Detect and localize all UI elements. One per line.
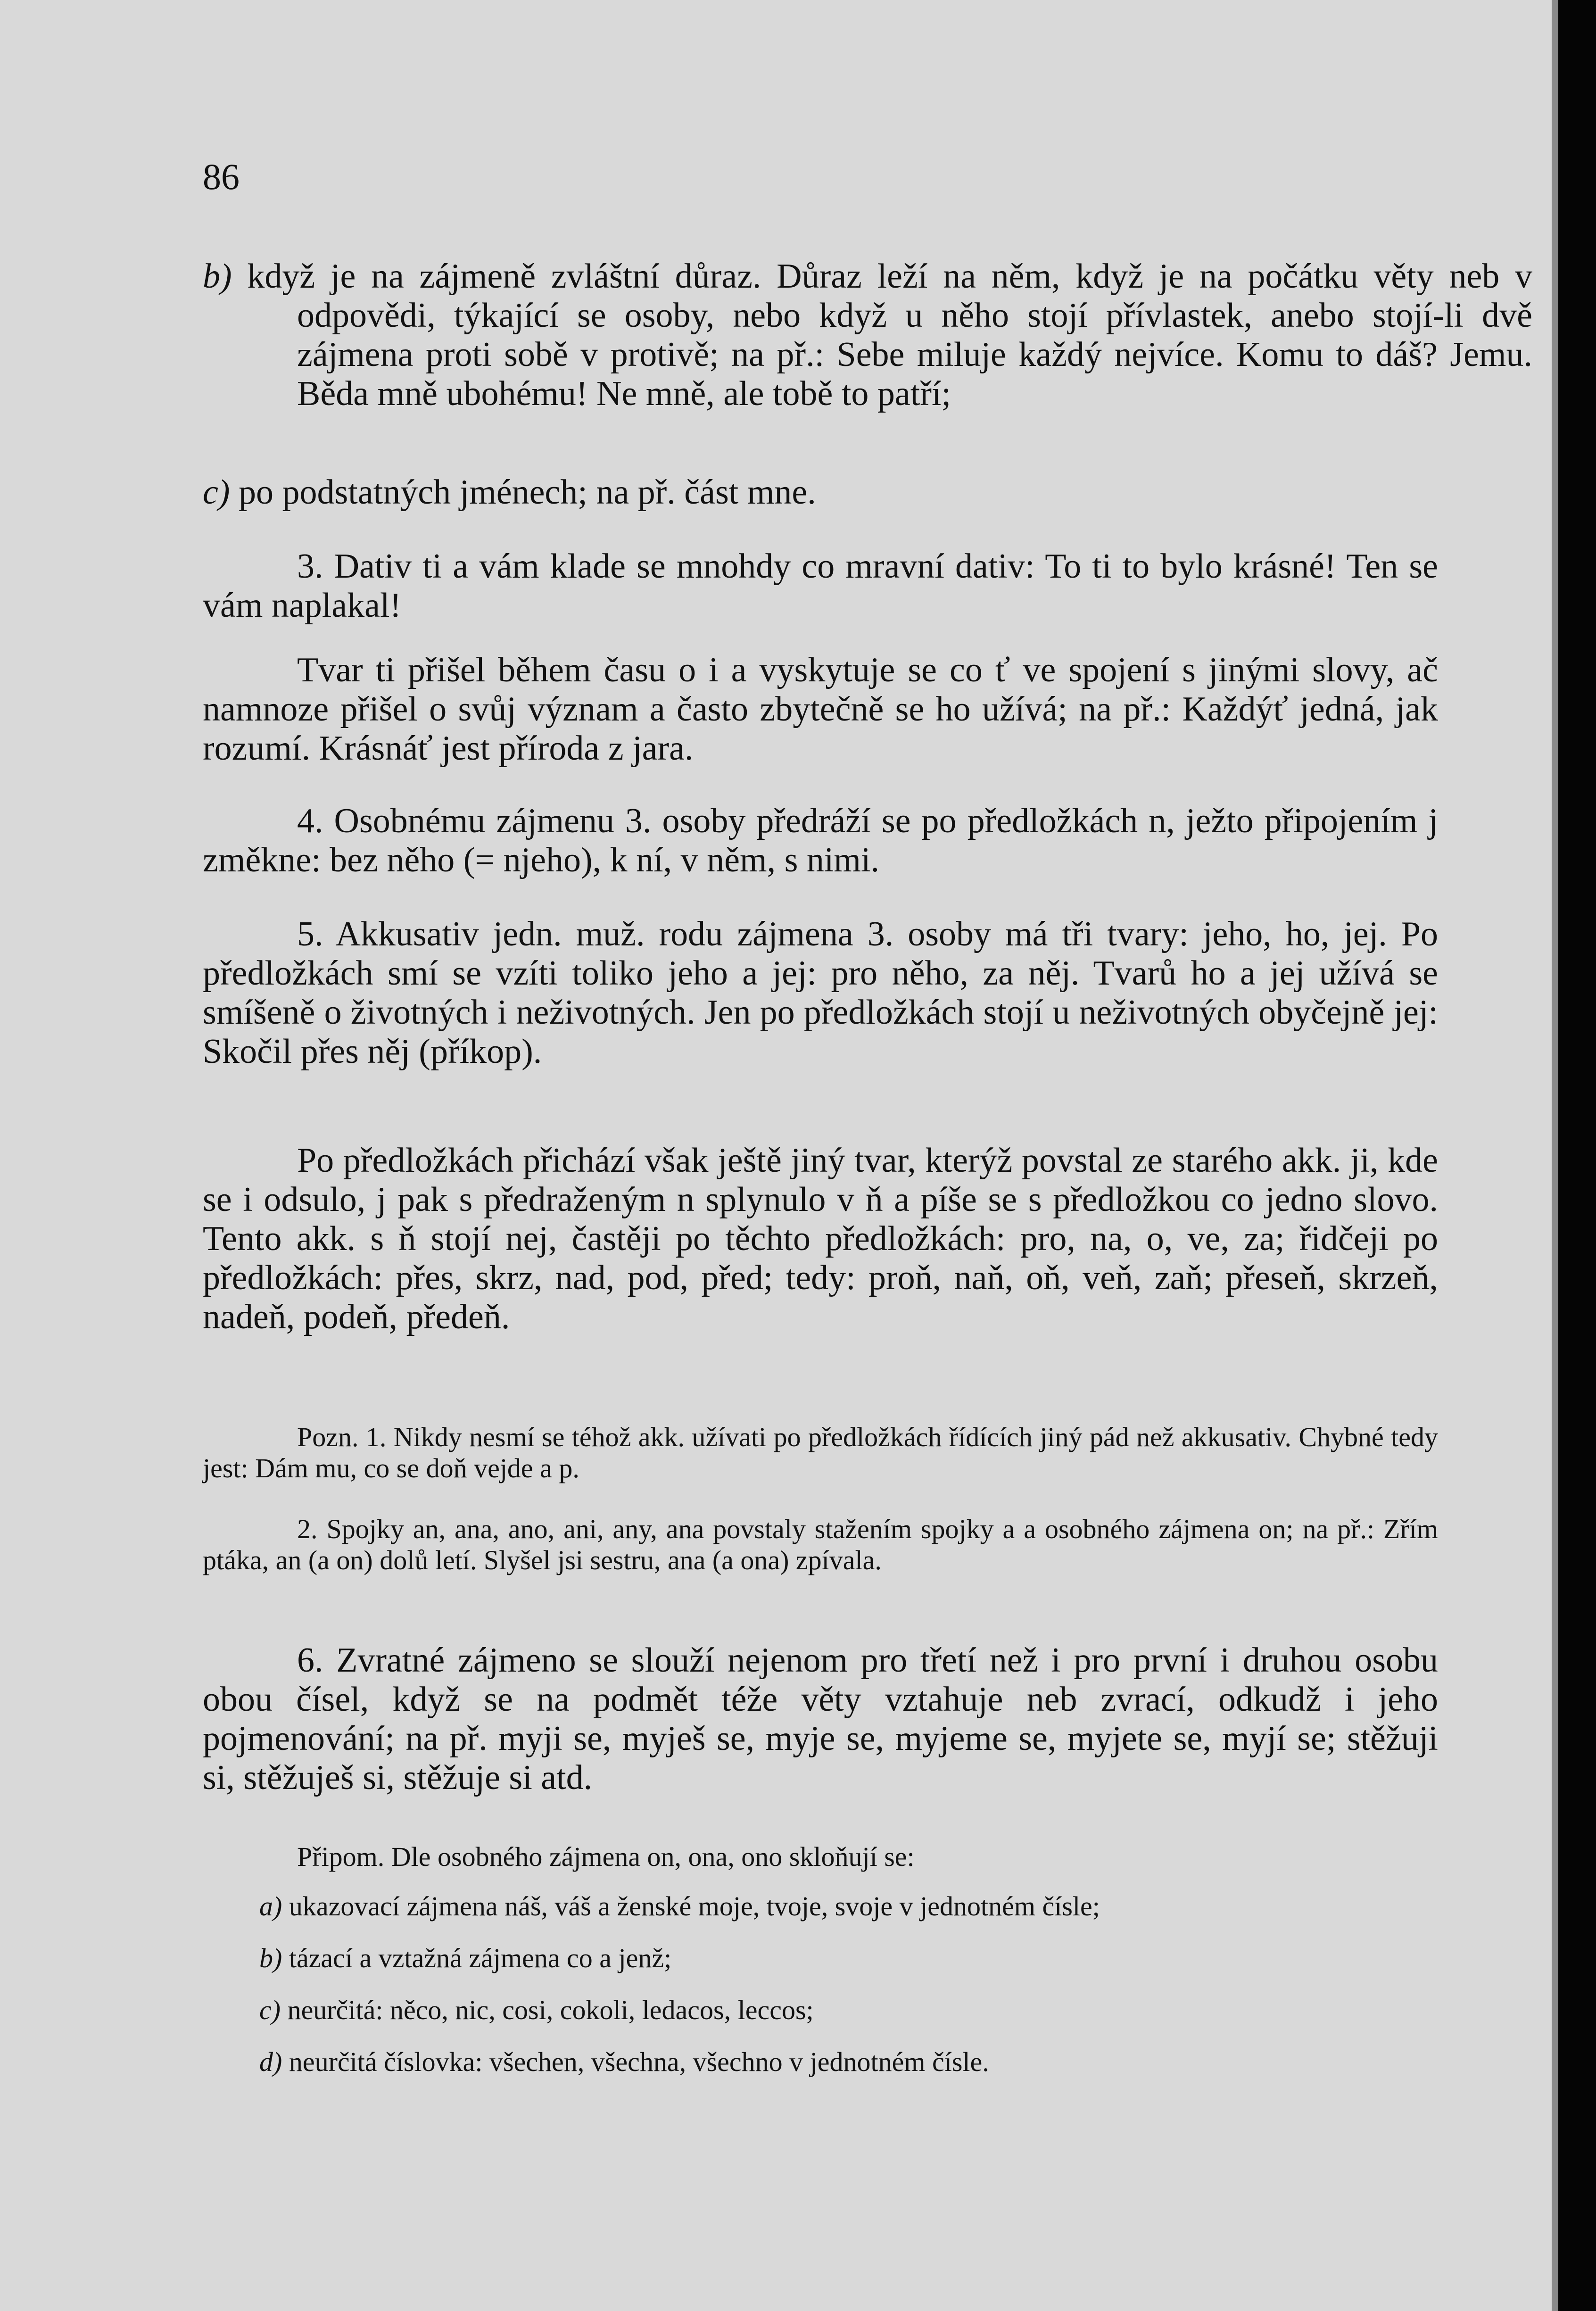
paragraph-3: 3. Dativ ti a vám klade se mnohdy co mravní dativ: To ti to bylo krásné! Ten se vám naplakal!: [203, 547, 1438, 625]
paragraph-c: [203, 473, 1532, 512]
remark-item-d: [203, 2046, 1546, 2078]
remark: Připom. Dle osobného zájmena on, ona, ono skloňují se:: [297, 1841, 915, 1872]
remark-item-b: [203, 1943, 1546, 1974]
note-2: 2. Spojky an, ana, ano, ani, any, ana povstaly stažením spojky a a osobného zájmena on; na př.: Zřím ptáka, an (a on) dolů letí. Slyšel jsi sestru, ana (a ona) zpívala.: [203, 1514, 1438, 1575]
paragraph-3b: Tvar ti přišel během času o i a vyskytuje se co ť ve spojení s jinými slovy, ač namnoze přišel o svůj význam a často zbytečně se ho užívá; na př.: Každýť jedná, jak rozumí. Krásnáť jest příroda z jara.: [203, 651, 1438, 768]
paragraph-6: 6. Zvratné zájmeno se slouží nejenom pro třetí než i pro první i druhou osobu obou čísel, když se na podmět téže věty vztahuje neb zvrací, odkudž i jeho pojmenování; na př. myji se, myješ se, myje se, myjeme se, myjete se, myjí se; stěžuji si, stěžuješ si, stěžuje si atd.: [203, 1641, 1438, 1797]
remark-item-a: [203, 1891, 1546, 1922]
page-edge-shadow: [1552, 0, 1558, 2311]
note-1: Pozn. 1. Nikdy nesmí se téhož akk. užívati po předložkách řídících jiný pád než akkusativ. Chybné tedy jest: Dám mu, co se doň vejde a p.: [203, 1422, 1438, 1483]
paragraph-5b: Po předložkách přichází však ještě jiný tvar, kterýž povstal ze starého akk. ji, kde se i odsulo, j pak s předraženým n splynulo v ň a píše se s předložkou co jedno slovo. Tento akk. s ň stojí nej, častěji po těchto předložkách: pro, na, o, ve, za; řidčeji po předložkách: přes, skrz, nad, pod, před; tedy: proň, naň, oň, veň, zaň; přeseň, skrzeň, nadeň, podeň, předeň.: [203, 1141, 1438, 1336]
paragraph-b-label: b): [203, 257, 232, 296]
remark-item-c: [203, 1995, 1546, 2026]
paragraph-5: 5. Akkusativ jedn. muž. rodu zájmena 3. osoby má tři tvary: jeho, ho, jej. Po předložkách smí se vzíti toliko jeho a jej: pro něho, za něj. Tvarů ho a jej užívá se smíšeně o životných i neživotných. Jen po předložkách stojí u neživotných obyčejně jej: Skočil přes něj (příkop).: [203, 915, 1438, 1071]
paragraph-b: [203, 257, 1532, 414]
remark-item-b-label: b): [259, 1943, 282, 1973]
page-number: 86: [203, 156, 240, 197]
remark-item-c-text: neurčitá: něco, nic, cosi, cokoli, ledacos, leccos;: [287, 1995, 814, 2025]
paragraph-c-text: po podstatných jménech; na př. část mne.: [239, 473, 816, 512]
remark-item-a-text: ukazovací zájmena náš, váš a ženské moje, tvoje, svoje v jednotném čísle;: [289, 1891, 1100, 1922]
remark-item-a-label: a): [259, 1891, 282, 1922]
paragraph-4: 4. Osobnému zájmenu 3. osoby předráží se po předložkách n, ježto připojením j změkne: bez něho (= njeho), k ní, v něm, s nimi.: [203, 802, 1438, 879]
paragraph-c-label: c): [203, 473, 230, 512]
remark-item-b-text: tázací a vztažná zájmena co a jenž;: [289, 1943, 672, 1973]
paragraph-b-text: když je na zájmeně zvláštní důraz. Důraz leží na něm, když je na počátku věty neb v odpovědi, týkající se osoby, nebo když u něho stojí přívlastek, anebo stojí-li dvě zájmena proti sobě v protivě; na př.: Sebe miluje každý nejvíce. Komu to dáš? Jemu. Běda mně ubohému! Ne mně, ale tobě to patří;: [247, 257, 1533, 413]
scan-border: [1558, 0, 1596, 2311]
remark-item-c-label: c): [259, 1995, 281, 2025]
remark-item-d-text: neurčitá číslovka: všechen, všechna, všechno v jednotném čísle.: [289, 2046, 989, 2077]
remark-item-d-label: d): [259, 2046, 282, 2077]
